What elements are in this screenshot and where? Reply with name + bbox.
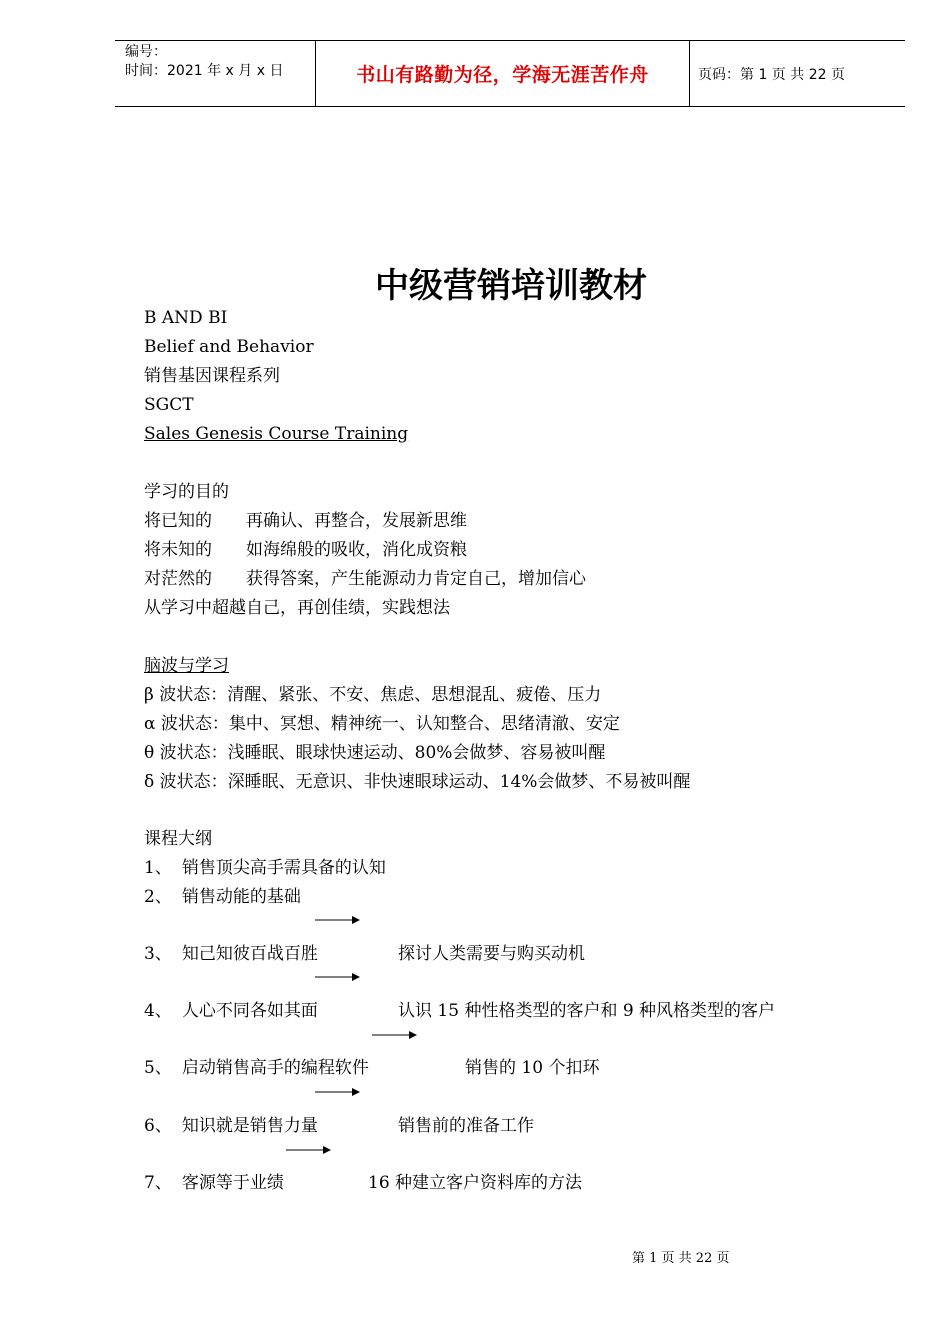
number-label: 编号： [125,44,167,60]
outline-text: 启动销售高手的编程软件 [181,1058,369,1078]
page-footer: 第 1 页 共 22 页 [632,1251,730,1266]
arrow-right-icon [315,1087,360,1097]
outline-detail: 16 种建立客户资料库的方法 [368,1173,583,1193]
page-header [115,40,905,107]
outline-item [144,1171,284,1195]
outline-text: 销售顶尖高手需具备的认知 [181,858,386,878]
outline-num: 1、 [144,858,172,878]
outline-num: 3、 [144,944,172,964]
arrow-right-icon [286,1145,331,1155]
outline-item [144,1114,318,1138]
outline-heading: 课程大纲 [144,829,212,849]
purpose-key: 将未知的 [144,540,212,560]
outline-detail: 认识 15 种性格类型的客户和 9 种风格类型的客户 [398,1001,776,1021]
outline-item [144,885,301,909]
outline-text: 知识就是销售力量 [181,1116,318,1136]
arrow-right-icon [315,972,360,982]
outline-text: 知己知彼百战百胜 [181,944,318,964]
outline-text: 销售动能的基础 [181,887,301,907]
document-title: 中级营销培训教材 [375,266,647,306]
outline-num: 4、 [144,1001,172,1021]
purpose-key: 将已知的 [144,511,212,531]
intro-line: SGCT [144,395,194,415]
outline-num: 2、 [144,887,172,907]
purpose-value: 获得答案，产生能源动力肯定自己，增加信心 [246,569,586,589]
purpose-row [144,509,467,533]
outline-num: 7、 [144,1173,172,1193]
purpose-value: 如海绵般的吸收，消化成资粮 [246,540,467,560]
outline-item [144,1056,369,1080]
outline-detail: 探讨人类需要与购买动机 [398,944,585,964]
outline-item [144,856,386,880]
intro-line: 销售基因课程系列 [144,366,280,386]
brainwave-row: α 波状态：集中、冥想、精神统一、认知整合、思绪清澈、安定 [144,714,620,734]
brainwave-row: δ 波状态：深睡眠、无意识、非快速眼球运动、14%会做梦、不易被叫醒 [144,772,691,792]
purpose-last: 从学习中超越自己，再创佳绩，实践想法 [144,598,450,618]
outline-text: 客源等于业绩 [181,1173,284,1193]
arrow-right-icon [372,1030,417,1040]
header-meta [115,41,316,106]
purpose-value: 再确认、再整合，发展新思维 [246,511,467,531]
header-motto: 书山有路勤为径，学海无涯苦作舟 [316,41,690,106]
time-label: 时间：2021 年 x 月 x 日 [125,63,284,79]
brainwave-row: β 波状态：清醒、紧张、不安、焦虑、思想混乱、疲倦、压力 [144,685,602,705]
intro-line: B AND BI [144,308,228,328]
outline-item [144,999,318,1023]
purpose-heading: 学习的目的 [144,482,229,502]
outline-detail: 销售的 10 个扣环 [465,1058,600,1078]
outline-detail: 销售前的准备工作 [398,1116,534,1136]
brainwave-row: θ 波状态：浅睡眠、眼球快速运动、80%会做梦、容易被叫醒 [144,743,606,763]
outline-item [144,942,318,966]
outline-num: 5、 [144,1058,172,1078]
purpose-key: 对茫然的 [144,569,212,589]
intro-line: Belief and Behavior [144,337,314,357]
outline-num: 6、 [144,1116,172,1136]
brainwave-heading: 脑波与学习 [144,656,229,676]
outline-text: 人心不同各如其面 [181,1001,318,1021]
purpose-row [144,567,586,591]
arrow-right-icon [315,915,360,925]
intro-line-underlined: Sales Genesis Course Training [144,424,409,444]
purpose-row [144,538,467,562]
header-page-info: 页码：第 1 页 共 22 页 [698,66,845,83]
